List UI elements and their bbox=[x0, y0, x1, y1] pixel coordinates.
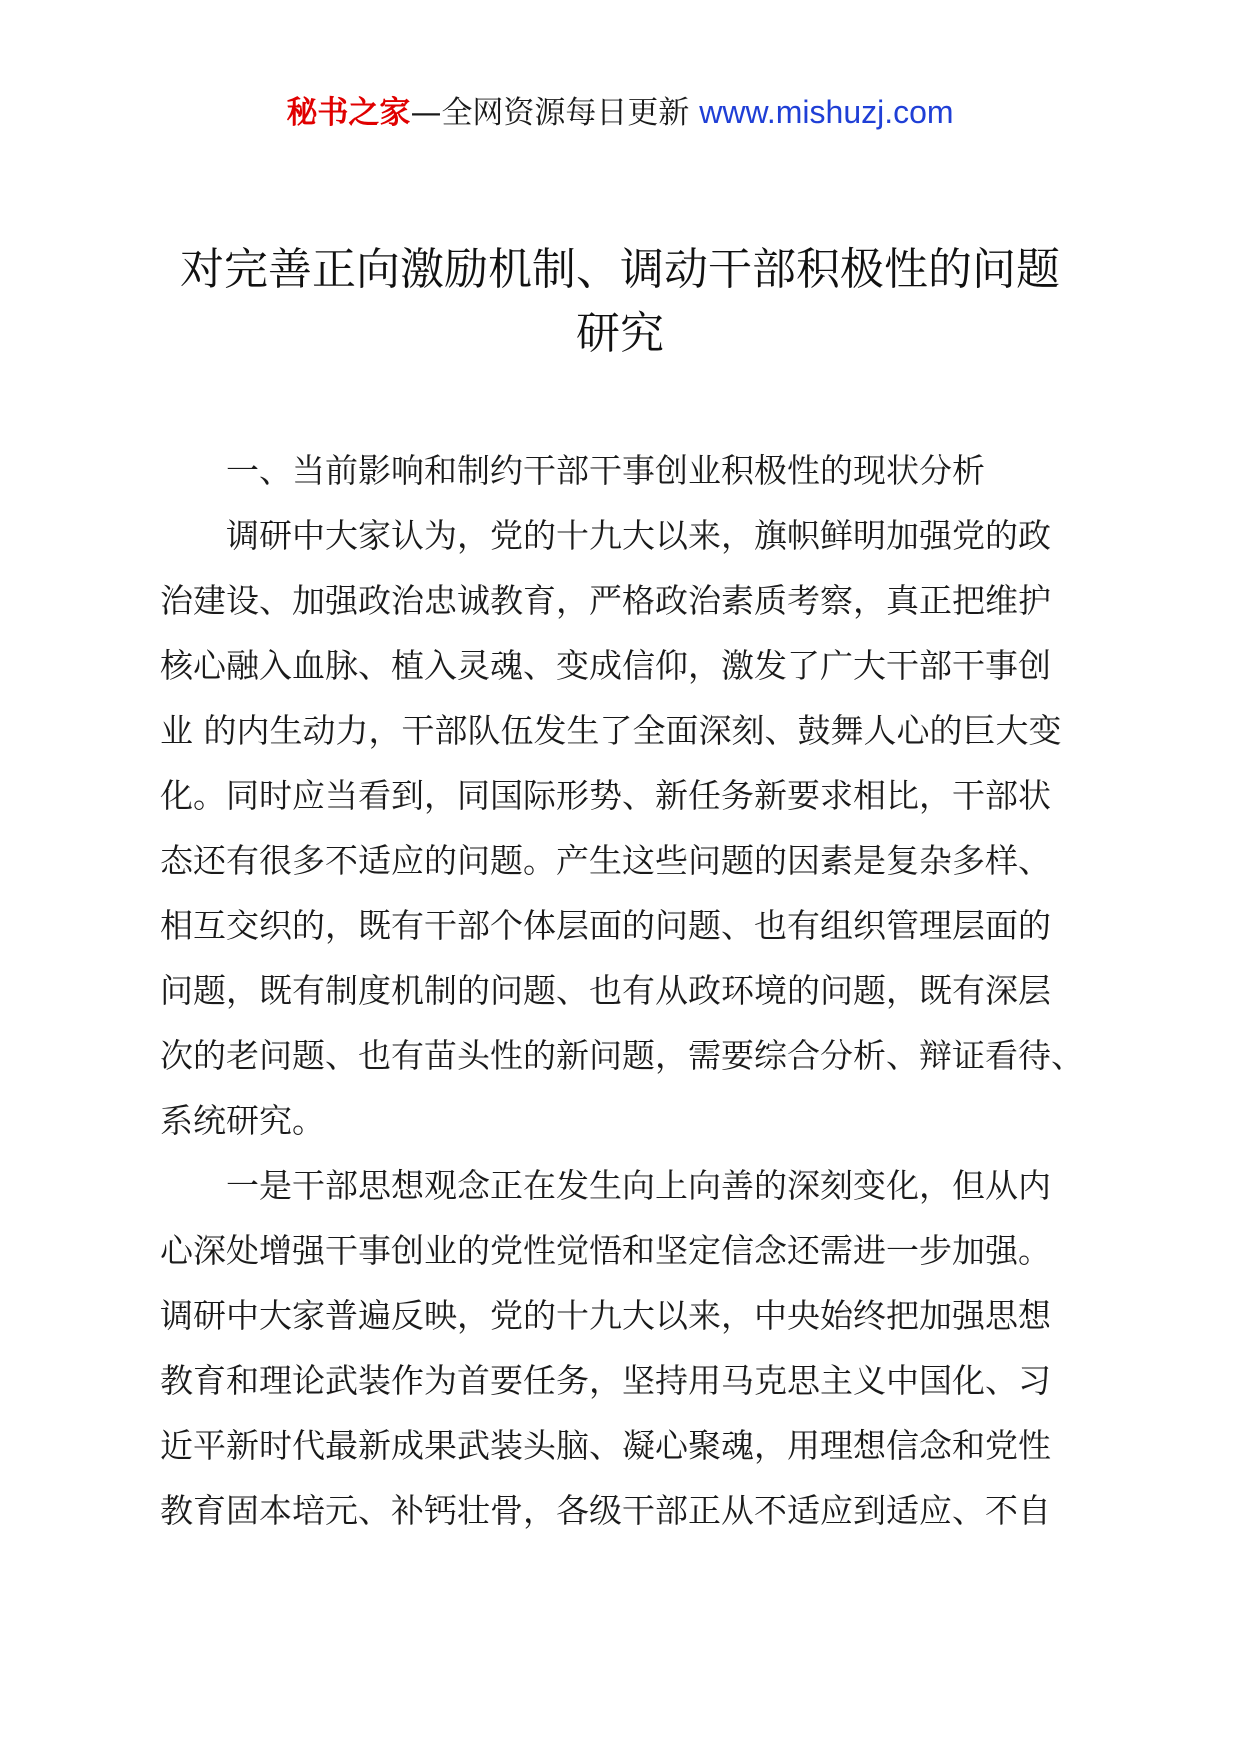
document-body bbox=[160, 438, 1090, 1543]
title-line-1: 对完善正向激励机制、调动干部积极性的问题 bbox=[180, 244, 1060, 295]
paragraph-line: 系统研究。 bbox=[160, 1101, 325, 1140]
paragraph-line: 问题，既有制度机制的问题、也有从政环境的问题，既有深层 bbox=[160, 971, 1051, 1010]
paragraph-line: 调研中大家认为，党的十九大以来，旗帜鲜明加强党的政 bbox=[226, 516, 1051, 555]
paragraph-line: 核心融入血脉、植入灵魂、变成信仰，激发了广大干部干事创 bbox=[160, 646, 1051, 685]
title-line-2: 研究 bbox=[576, 308, 664, 359]
document-title bbox=[120, 238, 1120, 366]
paragraph-line: 业 的内生动力，干部队伍发生了全面深刻、鼓舞人心的巨大变 bbox=[160, 711, 1062, 750]
paragraph-line: 近平新时代最新成果武装头脑、凝心聚魂，用理想信念和党性 bbox=[160, 1426, 1051, 1465]
paragraph-line: 教育和理论武装作为首要任务，坚持用马克思主义中国化、习 bbox=[160, 1361, 1051, 1400]
paragraph-line: 态还有很多不适应的问题。产生这些问题的因素是复杂多样、 bbox=[160, 841, 1051, 880]
paragraph-line: 相互交织的，既有干部个体层面的问题、也有组织管理层面的 bbox=[160, 906, 1051, 945]
section-heading: 一、当前影响和制约干部干事创业积极性的现状分析 bbox=[226, 451, 985, 490]
paragraph-line: 治建设、加强政治忠诚教育，严格政治素质考察，真正把维护 bbox=[160, 581, 1051, 620]
paragraph-line: 教育固本培元、补钙壮骨，各级干部正从不适应到适应、不自 bbox=[160, 1491, 1051, 1530]
paragraph-line: 化。同时应当看到，同国际形势、新任务新要求相比，干部状 bbox=[160, 776, 1051, 815]
paragraph-line: 调研中大家普遍反映，党的十九大以来，中央始终把加强思想 bbox=[160, 1296, 1051, 1335]
paragraph-line: 次的老问题、也有苗头性的新问题，需要综合分析、辩证看待、 bbox=[160, 1036, 1084, 1075]
paragraph-line: 心深处增强干事创业的党性觉悟和坚定信念还需进一步加强。 bbox=[160, 1231, 1051, 1270]
paragraph-line: 一是干部思想观念正在发生向上向善的深刻变化，但从内 bbox=[226, 1166, 1051, 1205]
site-header bbox=[0, 92, 1240, 133]
header-slogan: —全网资源每日更新 bbox=[410, 95, 700, 131]
site-url-link[interactable]: www.mishuzj.com bbox=[699, 94, 954, 130]
brand-name: 秘书之家 bbox=[286, 95, 411, 131]
